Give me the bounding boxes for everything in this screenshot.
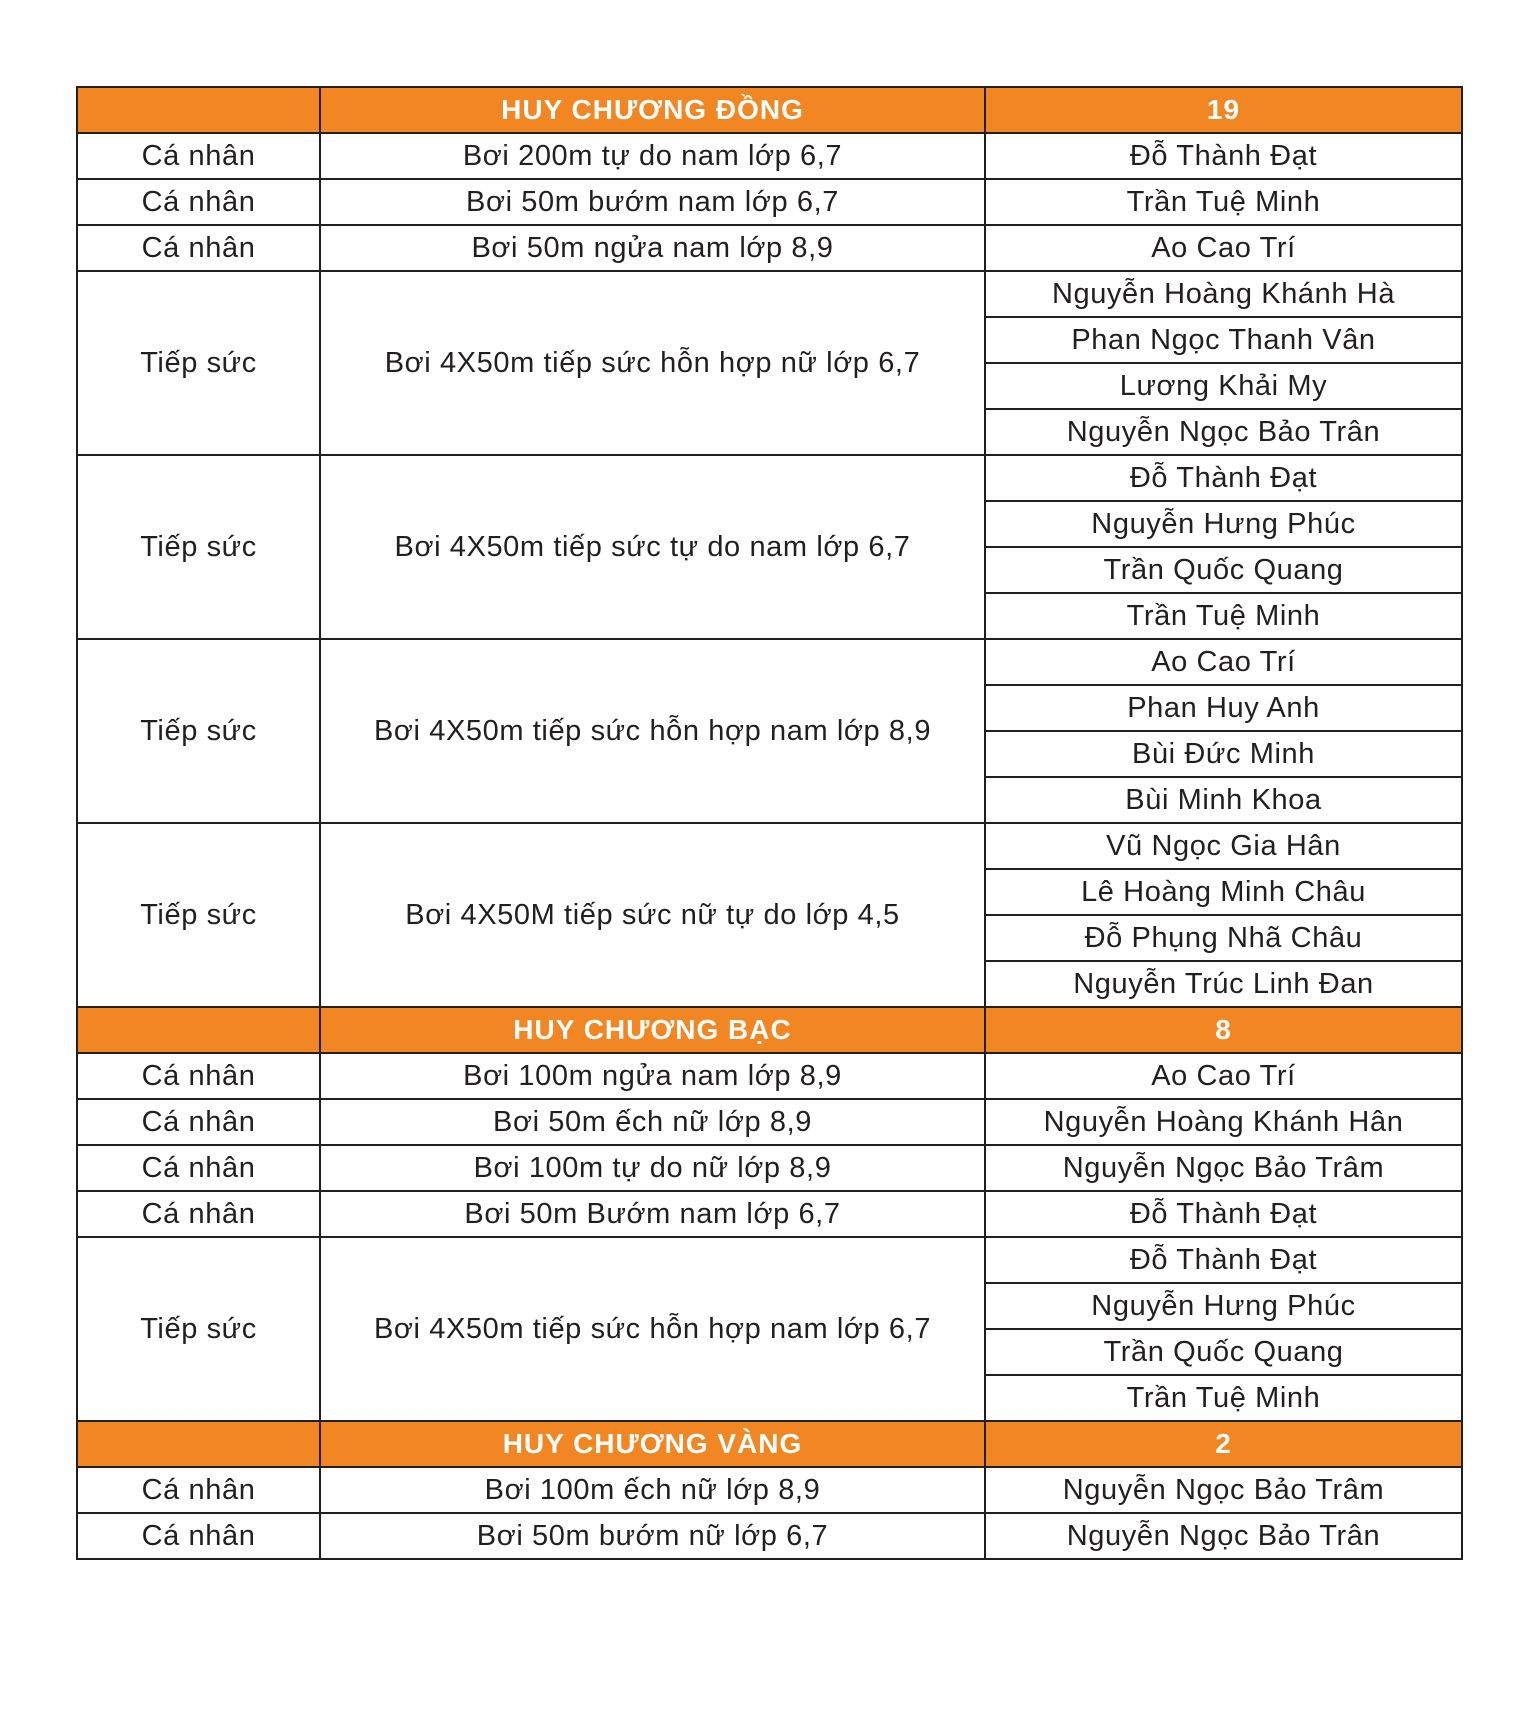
event-name-cell: Bơi 4X50m tiếp sức hỗn hợp nữ lớp 6,7 <box>320 271 985 455</box>
athlete-name-cell: Đỗ Thành Đạt <box>985 455 1462 501</box>
medal-title: HUY CHƯƠNG ĐỒNG <box>320 87 985 133</box>
table-row <box>77 1053 1462 1099</box>
table-row <box>77 1513 1462 1559</box>
athlete-name-cell: Nguyễn Ngọc Bảo Trâm <box>985 1467 1462 1513</box>
athlete-name-cell: Nguyễn Hoàng Khánh Hà <box>985 271 1462 317</box>
event-name-cell: Bơi 100m tự do nữ lớp 8,9 <box>320 1145 985 1191</box>
athlete-name-cell: Đỗ Thành Đạt <box>985 1237 1462 1283</box>
athlete-name-cell: Đỗ Thành Đạt <box>985 1191 1462 1237</box>
event-type-cell: Cá nhân <box>77 1145 320 1191</box>
table-row <box>77 455 1462 501</box>
event-type-cell: Cá nhân <box>77 225 320 271</box>
medal-title: HUY CHƯƠNG BẠC <box>320 1007 985 1053</box>
event-type-cell: Cá nhân <box>77 1099 320 1145</box>
table-row <box>77 1467 1462 1513</box>
medal-section-header <box>77 1421 1462 1467</box>
athlete-name-cell: Trần Quốc Quang <box>985 1329 1462 1375</box>
athlete-name-cell: Nguyễn Ngọc Bảo Trâm <box>985 1145 1462 1191</box>
event-type-cell: Tiếp sức <box>77 823 320 1007</box>
event-name-cell: Bơi 4X50m tiếp sức tự do nam lớp 6,7 <box>320 455 985 639</box>
athlete-name-cell: Trần Tuệ Minh <box>985 1375 1462 1421</box>
table-row <box>77 1099 1462 1145</box>
athlete-name-cell: Nguyễn Ngọc Bảo Trân <box>985 1513 1462 1559</box>
event-type-cell: Tiếp sức <box>77 639 320 823</box>
event-name-cell: Bơi 4X50m tiếp sức hỗn hợp nam lớp 6,7 <box>320 1237 985 1421</box>
table-row <box>77 639 1462 685</box>
table-row <box>77 1145 1462 1191</box>
athlete-name-cell: Trần Tuệ Minh <box>985 593 1462 639</box>
medal-count: 2 <box>985 1421 1462 1467</box>
athlete-name-cell: Nguyễn Hưng Phúc <box>985 501 1462 547</box>
event-name-cell: Bơi 50m Bướm nam lớp 6,7 <box>320 1191 985 1237</box>
table-row <box>77 225 1462 271</box>
event-name-cell: Bơi 4X50m tiếp sức hỗn hợp nam lớp 8,9 <box>320 639 985 823</box>
table-row <box>77 1237 1462 1283</box>
athlete-name-cell: Bùi Đức Minh <box>985 731 1462 777</box>
event-type-cell: Tiếp sức <box>77 1237 320 1421</box>
athlete-name-cell: Đỗ Phụng Nhã Châu <box>985 915 1462 961</box>
athlete-name-cell: Trần Quốc Quang <box>985 547 1462 593</box>
event-type-cell: Cá nhân <box>77 1191 320 1237</box>
medal-section-header <box>77 1007 1462 1053</box>
event-type-cell: Cá nhân <box>77 1053 320 1099</box>
event-name-cell: Bơi 100m ếch nữ lớp 8,9 <box>320 1467 985 1513</box>
event-type-cell: Cá nhân <box>77 1467 320 1513</box>
medal-count: 8 <box>985 1007 1462 1053</box>
header-blank-cell <box>77 1007 320 1053</box>
athlete-name-cell: Bùi Minh Khoa <box>985 777 1462 823</box>
athlete-name-cell: Trần Tuệ Minh <box>985 179 1462 225</box>
event-type-cell: Tiếp sức <box>77 455 320 639</box>
event-name-cell: Bơi 200m tự do nam lớp 6,7 <box>320 133 985 179</box>
athlete-name-cell: Phan Ngọc Thanh Vân <box>985 317 1462 363</box>
athlete-name-cell: Nguyễn Hưng Phúc <box>985 1283 1462 1329</box>
athlete-name-cell: Ao Cao Trí <box>985 639 1462 685</box>
header-blank-cell <box>77 87 320 133</box>
event-name-cell: Bơi 50m ếch nữ lớp 8,9 <box>320 1099 985 1145</box>
event-name-cell: Bơi 4X50M tiếp sức nữ tự do lớp 4,5 <box>320 823 985 1007</box>
event-name-cell: Bơi 50m bướm nữ lớp 6,7 <box>320 1513 985 1559</box>
table-row <box>77 823 1462 869</box>
table-row <box>77 179 1462 225</box>
athlete-name-cell: Phan Huy Anh <box>985 685 1462 731</box>
athlete-name-cell: Ao Cao Trí <box>985 225 1462 271</box>
event-name-cell: Bơi 50m bướm nam lớp 6,7 <box>320 179 985 225</box>
medal-results-table <box>76 86 1463 1560</box>
medal-count: 19 <box>985 87 1462 133</box>
event-type-cell: Cá nhân <box>77 179 320 225</box>
event-type-cell: Cá nhân <box>77 1513 320 1559</box>
medal-title: HUY CHƯƠNG VÀNG <box>320 1421 985 1467</box>
medal-section-header <box>77 87 1462 133</box>
event-name-cell: Bơi 100m ngửa nam lớp 8,9 <box>320 1053 985 1099</box>
athlete-name-cell: Đỗ Thành Đạt <box>985 133 1462 179</box>
event-name-cell: Bơi 50m ngửa nam lớp 8,9 <box>320 225 985 271</box>
athlete-name-cell: Vũ Ngọc Gia Hân <box>985 823 1462 869</box>
header-blank-cell <box>77 1421 320 1467</box>
athlete-name-cell: Lương Khải My <box>985 363 1462 409</box>
table-row <box>77 133 1462 179</box>
athlete-name-cell: Ao Cao Trí <box>985 1053 1462 1099</box>
table-row <box>77 1191 1462 1237</box>
event-type-cell: Tiếp sức <box>77 271 320 455</box>
athlete-name-cell: Nguyễn Trúc Linh Đan <box>985 961 1462 1007</box>
athlete-name-cell: Nguyễn Hoàng Khánh Hân <box>985 1099 1462 1145</box>
athlete-name-cell: Lê Hoàng Minh Châu <box>985 869 1462 915</box>
athlete-name-cell: Nguyễn Ngọc Bảo Trân <box>985 409 1462 455</box>
table-row <box>77 271 1462 317</box>
medal-table-body <box>77 87 1462 1559</box>
event-type-cell: Cá nhân <box>77 133 320 179</box>
